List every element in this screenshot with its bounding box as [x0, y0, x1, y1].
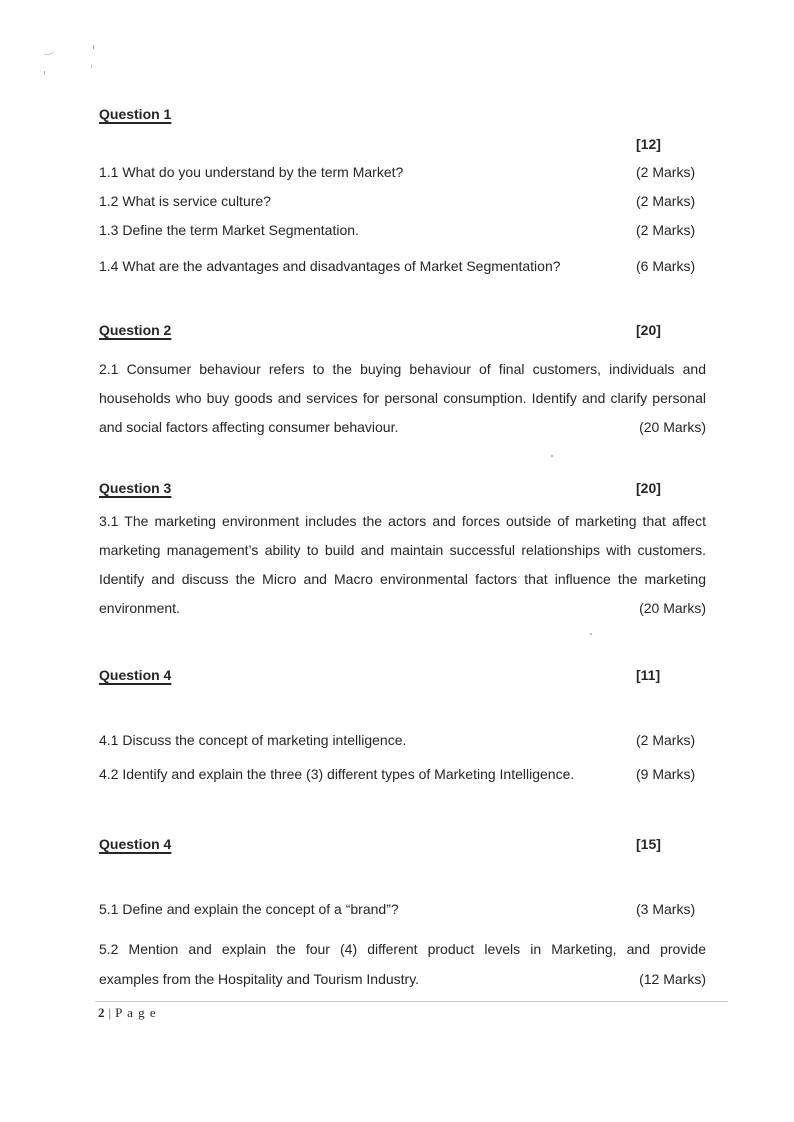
- question-item: [99, 764, 706, 784]
- footer-separator: |: [108, 1005, 113, 1020]
- question-item: [99, 191, 706, 211]
- footer-divider: [95, 1001, 728, 1002]
- page-footer: [98, 1005, 157, 1021]
- question-item: [99, 220, 706, 240]
- paragraph-line: 5.2 Mention and explain the four (4) different product levels in Marketing, and provide: [99, 941, 706, 957]
- question-title: Question 4: [99, 836, 172, 852]
- question-1-section: [99, 104, 706, 276]
- footer-page-label: P a g e: [115, 1005, 157, 1020]
- question-4-header: [99, 665, 706, 685]
- paragraph-last-line: [99, 413, 706, 442]
- question-title: Question 2: [99, 322, 172, 338]
- item-text: 1.2 What is service culture?: [99, 193, 271, 209]
- item-marks: (2 Marks): [636, 222, 696, 238]
- item-marks: (2 Marks): [636, 193, 696, 209]
- item-marks: (20 Marks): [639, 600, 706, 616]
- item-marks: (12 Marks): [639, 971, 706, 987]
- scan-artifact-mark: [44, 71, 45, 75]
- item-text: 4.1 Discuss the concept of marketing intelligence.: [99, 732, 407, 748]
- item-text: 1.4 What are the advantages and disadvantages of Market Segmentation?: [99, 258, 561, 274]
- page-number: 2: [98, 1005, 106, 1020]
- question-title: Question 4: [99, 667, 172, 683]
- paragraph-last-line: [99, 594, 706, 623]
- paragraph-text: examples from the Hospitality and Tourism Industry.: [99, 971, 420, 987]
- total-marks: [11]: [636, 667, 661, 683]
- item-marks: (2 Marks): [636, 164, 696, 180]
- question-2-header: [99, 320, 706, 340]
- paragraph-line: Identify and discuss the Micro and Macro environmental factors that influence the marketing: [99, 571, 706, 587]
- question-item: [99, 256, 706, 276]
- question-title: Question 1: [99, 106, 172, 122]
- question-title: Question 3: [99, 480, 172, 496]
- item-text: 1.1 What do you understand by the term Market?: [99, 164, 404, 180]
- item-marks: (3 Marks): [636, 901, 696, 917]
- paragraph-line: 3.1 The marketing environment includes the actors and forces outside of marketing that affect: [99, 513, 706, 529]
- item-marks: (2 Marks): [636, 732, 696, 748]
- total-marks: [20]: [636, 322, 661, 338]
- item-marks: (6 Marks): [636, 258, 696, 274]
- question-1-total-row: [99, 134, 706, 154]
- paragraph-text: and social factors affecting consumer behaviour.: [99, 419, 399, 435]
- question-paragraph: [99, 507, 706, 623]
- spacer: [99, 134, 636, 154]
- question-5-section: [99, 834, 706, 994]
- item-text: 1.3 Define the term Market Segmentation.: [99, 222, 359, 238]
- item-marks: (9 Marks): [636, 766, 696, 782]
- paragraph-text: environment.: [99, 600, 180, 616]
- paragraph-line: 2.1 Consumer behaviour refers to the buying behaviour of final customers, individuals and: [99, 361, 706, 377]
- question-1-header: [99, 104, 706, 124]
- total-marks: [12]: [636, 136, 661, 152]
- question-paragraph: [99, 934, 706, 994]
- scan-artifact-mark: [93, 45, 94, 49]
- question-2-section: [99, 320, 706, 442]
- paragraph-last-line: [99, 964, 706, 994]
- question-4-section: [99, 665, 706, 784]
- question-item: [99, 899, 706, 919]
- item-text: 4.2 Identify and explain the three (3) different types of Marketing Intelligence.: [99, 766, 575, 782]
- question-item: [99, 730, 706, 750]
- question-3-section: [99, 478, 706, 623]
- scan-artifact-squiggle: [42, 47, 54, 56]
- total-marks: [15]: [636, 836, 661, 852]
- question-item: [99, 162, 706, 182]
- question-paragraph: [99, 355, 706, 442]
- paragraph-line: marketing management’s ability to build and maintain successful relationships with customers.: [99, 542, 706, 558]
- question-3-header: [99, 478, 706, 498]
- paragraph-line: households who buy goods and services for personal consumption. Identify and clarify personal: [99, 390, 706, 406]
- scan-artifact-speck: [590, 633, 592, 635]
- item-text: 5.1 Define and explain the concept of a “brand”?: [99, 901, 399, 917]
- item-marks: (20 Marks): [639, 419, 706, 435]
- scan-artifact-speck: [551, 455, 553, 457]
- question-5-header: [99, 834, 706, 854]
- scan-artifact-mark: [91, 65, 92, 68]
- total-marks: [20]: [636, 480, 661, 496]
